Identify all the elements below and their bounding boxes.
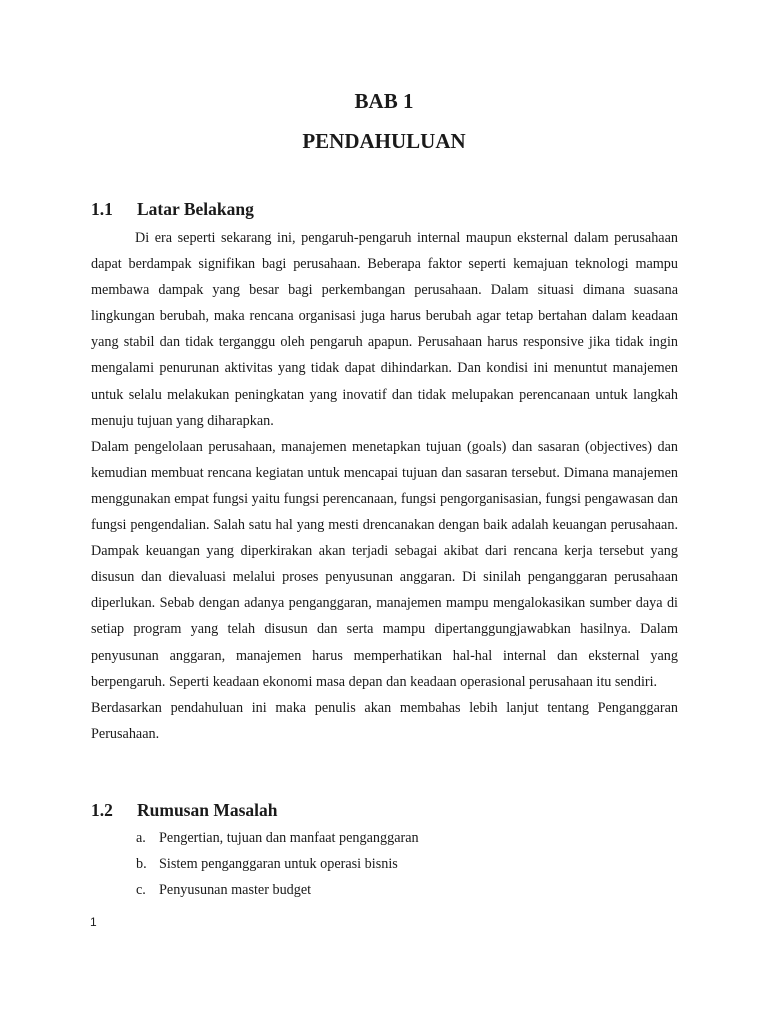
problem-list [136, 825, 419, 903]
list-item-text: Sistem penganggaran untuk operasi bisnis [159, 856, 398, 872]
paragraph: Berdasarkan pendahuluan ini maka penulis akan membahas lebih lanjut tentang Penganggaran Perusahaan. [91, 699, 678, 742]
section-title: Latar Belakang [137, 199, 254, 219]
page-number: 1 [90, 915, 97, 929]
section-heading-rumusan-masalah [91, 800, 278, 821]
section-number: 1.1 [91, 199, 113, 219]
section-number: 1.2 [91, 800, 113, 820]
chapter-number: BAB 1 [354, 89, 414, 113]
chapter-title: PENDAHULUAN [302, 129, 466, 153]
paragraph: Di era seperti sekarang ini, pengaruh-pengaruh internal maupun eksternal dalam perusahaan dapat berdampak signifikan bagi perusahaan. Beberapa faktor seperti kemajuan teknologi mampu membawa dampak yang besar bagi perkembangan perusahaan. Dalam situasi dimana suasana lingkungan berubah, maka rencana organisasi juga harus berubah agar tetap bertahan dalam keadaan yang stabil dan tidak terganggu oleh pengaruh apapun. Perusahaan harus responsive jika tidak ingin mengalami penurunan aktivitas yang tidak dapat dihindarkan. Dan kondisi ini menuntut manajemen untuk selalu melakukan peningkatan yang inovatif dan tidak melupakan perencanaan untuk langkah menuju tujuan yang diharapkan. [91, 230, 678, 429]
list-item [136, 877, 419, 903]
section-heading-latar-belakang [91, 199, 254, 220]
paragraph: Dalam pengelolaan perusahaan, manajemen menetapkan tujuan (goals) dan sasaran (objectives) dan kemudian membuat rencana kegiatan untuk mencapai tujuan dan sasaran tersebut. Dimana manajemen menggunakan empat fungsi yaitu fungsi perencanaan, fungsi pengorganisasian, fungsi pengawasan dan fungsi pengendalian. Salah satu hal yang mesti drencanakan dengan baik adalah keuangan perusahaan. Dampak keuangan yang diperkirakan akan terjadi sebagai akibat dari rencana kerja tersebut yang disusun dan dievaluasi melalui proses penyusunan anggaran. Di sinilah penganggaran perusahaan diperlukan. Sebab dengan adanya penganggaran, manajemen mampu mengalokasikan sumber daya di setiap program yang telah disusun dan serta mampu dipertanggungjawabkan hasilnya. Dalam penyusunan anggaran, manajemen harus memperhatikan hal-hal internal dan eksternal yang berpengaruh. Seperti keadaan ekonomi masa depan dan keadaan operasional perusahaan itu sendiri. [91, 438, 678, 690]
section-body-latar-belakang [91, 225, 678, 747]
list-item [136, 825, 419, 851]
list-item-text: Penyusunan master budget [159, 882, 312, 898]
list-marker: a. [136, 830, 146, 846]
section-title: Rumusan Masalah [137, 800, 278, 820]
list-marker: b. [136, 856, 147, 872]
list-item [136, 851, 419, 877]
list-marker: c. [136, 882, 146, 898]
list-item-text: Pengertian, tujuan dan manfaat penganggaran [159, 830, 419, 846]
